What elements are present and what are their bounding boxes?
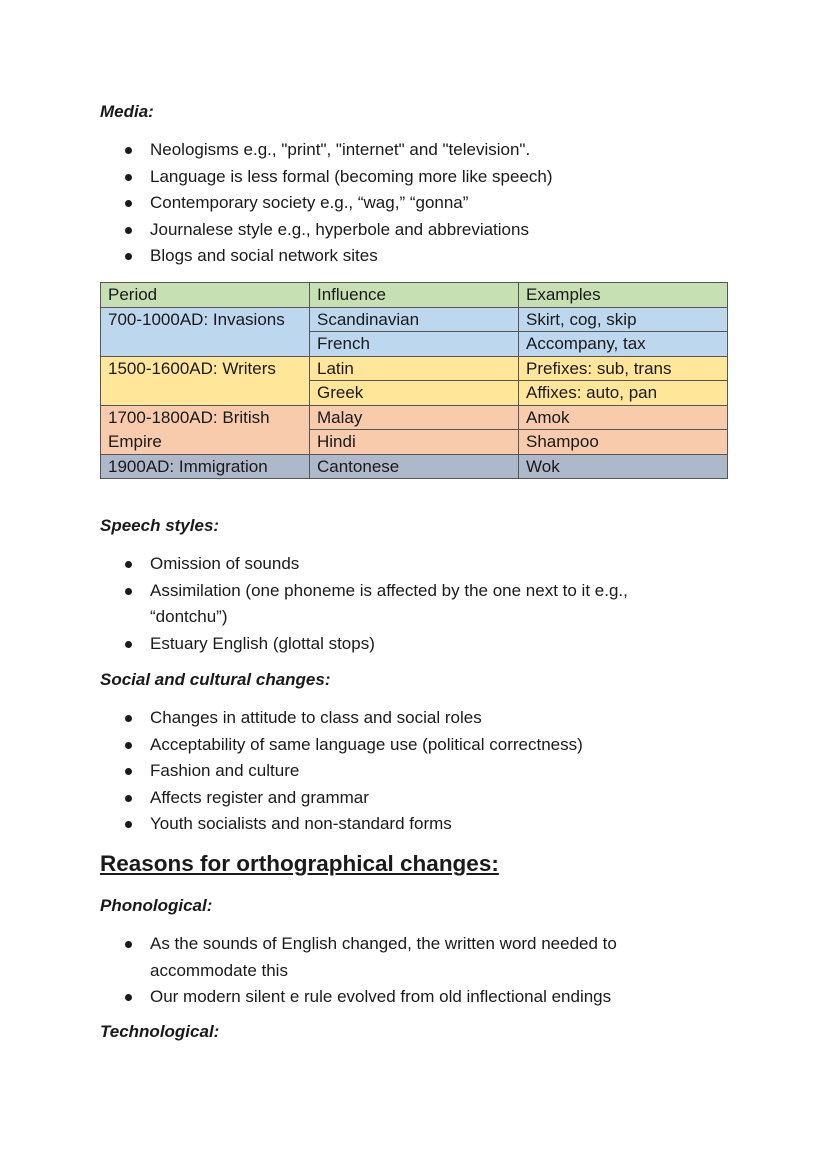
list-item: Estuary English (glottal stops) — [125, 631, 725, 658]
examples-cell: Skirt, cog, skip — [519, 307, 728, 332]
examples-cell: Shampoo — [519, 430, 728, 455]
list-item: Affects register and grammar — [125, 785, 725, 812]
examples-cell: Wok — [519, 454, 728, 479]
list-item: Contemporary society e.g., “wag,” “gonna” — [125, 190, 725, 217]
list-item: Fashion and culture — [125, 758, 725, 785]
table-row — [101, 307, 728, 332]
social-heading: Social and cultural changes: — [100, 670, 331, 689]
bullet-icon — [125, 147, 132, 154]
influence-cell: Greek — [310, 381, 519, 406]
bullet-icon — [125, 715, 132, 722]
period-cell: 700-1000AD: Invasions — [101, 307, 310, 356]
list-item: Changes in attitude to class and social roles — [125, 705, 725, 732]
bullet-icon — [125, 821, 132, 828]
influence-cell: Latin — [310, 356, 519, 381]
list-item: Youth socialists and non-standard forms — [125, 811, 725, 838]
influence-cell: Cantonese — [310, 454, 519, 479]
examples-cell: Affixes: auto, pan — [519, 381, 728, 406]
media-list — [125, 137, 725, 270]
social-list — [125, 705, 725, 838]
influence-cell: Malay — [310, 405, 519, 430]
list-item: Acceptability of same language use (political correctness) — [125, 732, 725, 759]
bullet-icon — [125, 994, 132, 1001]
period-cell: 1900AD: Immigration — [101, 454, 310, 479]
list-item: Assimilation (one phoneme is affected by the one next to it e.g., “dontchu”) — [125, 578, 670, 631]
bullet-icon — [125, 795, 132, 802]
table-row — [101, 356, 728, 381]
technological-heading: Technological: — [100, 1022, 220, 1041]
list-item: Neologisms e.g., "print", "internet" and "television". — [125, 137, 725, 164]
orthographical-changes-title: Reasons for orthographical changes: — [100, 851, 499, 876]
influence-cell: Scandinavian — [310, 307, 519, 332]
bullet-icon — [125, 588, 132, 595]
examples-cell: Prefixes: sub, trans — [519, 356, 728, 381]
speech-heading: Speech styles: — [100, 516, 220, 535]
bullet-icon — [125, 742, 132, 749]
header-cell-influence: Influence — [310, 283, 519, 308]
list-item: Blogs and social network sites — [125, 243, 725, 270]
list-item: As the sounds of English changed, the written word needed to accommodate this — [125, 931, 670, 984]
period-cell: 1700-1800AD: British Empire — [101, 405, 310, 454]
influence-cell: Hindi — [310, 430, 519, 455]
examples-cell: Amok — [519, 405, 728, 430]
phonological-heading: Phonological: — [100, 896, 213, 915]
table-row — [101, 454, 728, 479]
examples-cell: Accompany, tax — [519, 332, 728, 357]
bullet-icon — [125, 174, 132, 181]
list-item: Omission of sounds — [125, 551, 725, 578]
list-item: Journalese style e.g., hyperbole and abbreviations — [125, 217, 725, 244]
speech-list — [125, 551, 725, 657]
period-cell: 1500-1600AD: Writers — [101, 356, 310, 405]
bullet-icon — [125, 768, 132, 775]
bullet-icon — [125, 641, 132, 648]
table-row — [101, 405, 728, 430]
list-item: Language is less formal (becoming more like speech) — [125, 164, 725, 191]
table-header-row — [101, 283, 728, 308]
phonological-list — [125, 931, 725, 1011]
bullet-icon — [125, 561, 132, 568]
header-cell-period: Period — [101, 283, 310, 308]
bullet-icon — [125, 941, 132, 948]
influence-cell: French — [310, 332, 519, 357]
media-heading: Media: — [100, 102, 154, 121]
header-cell-examples: Examples — [519, 283, 728, 308]
bullet-icon — [125, 253, 132, 260]
list-item: Our modern silent e rule evolved from old inflectional endings — [125, 984, 725, 1011]
bullet-icon — [125, 200, 132, 207]
language-influence-table — [100, 282, 728, 479]
bullet-icon — [125, 227, 132, 234]
